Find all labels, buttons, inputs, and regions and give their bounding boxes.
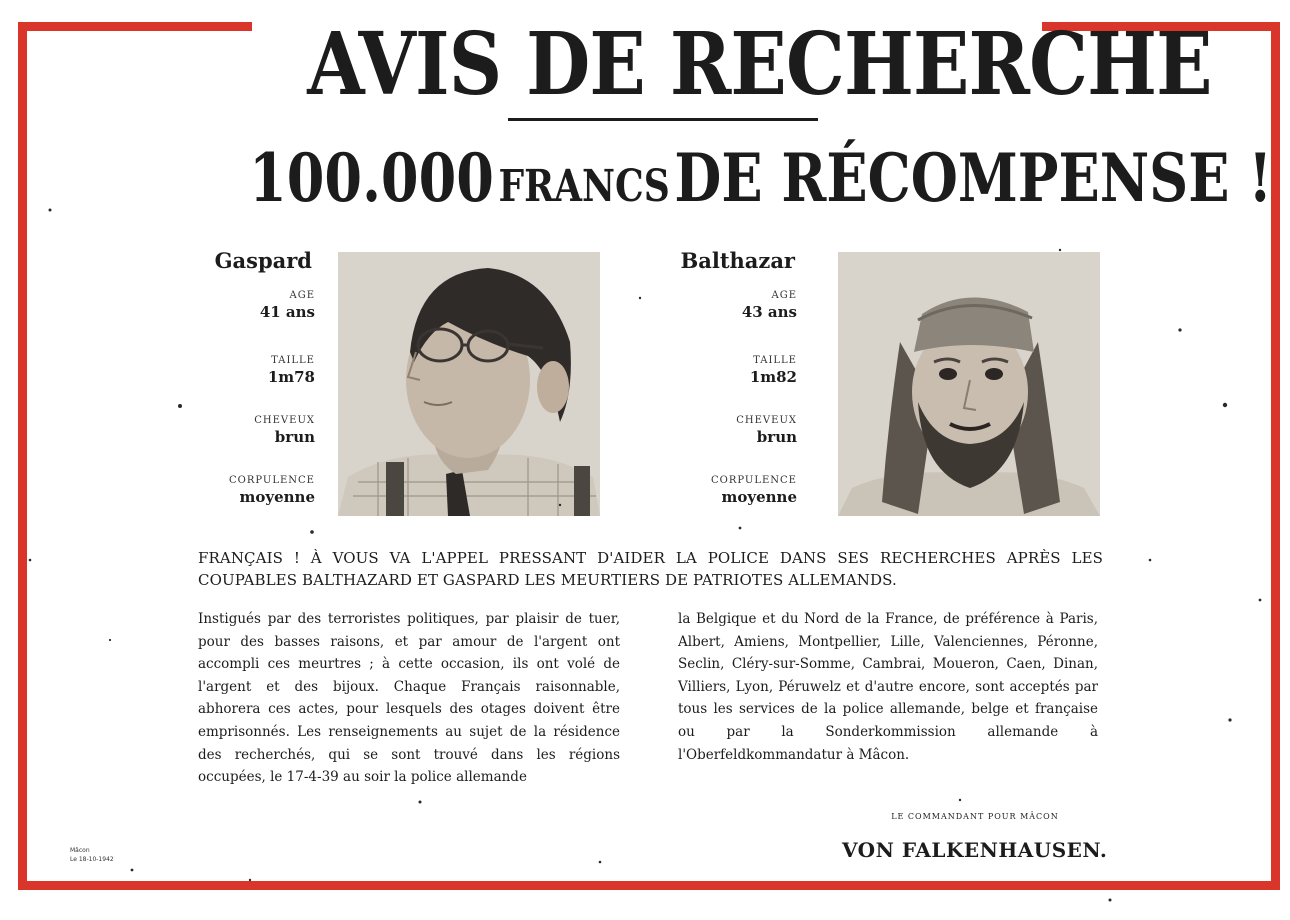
suspect-name: Balthazar bbox=[680, 248, 795, 273]
field-label: TAILLE bbox=[753, 355, 797, 366]
suspect-field-height bbox=[637, 355, 797, 386]
field-label: AGE bbox=[289, 290, 315, 301]
suspect-field-age bbox=[637, 290, 797, 321]
reward-label: DE RÉCOMPENSE ! bbox=[674, 139, 1273, 217]
suspect-name: Gaspard bbox=[214, 248, 312, 273]
field-value: 43 ans bbox=[741, 303, 797, 321]
field-value: 1m82 bbox=[749, 368, 797, 386]
field-label: AGE bbox=[771, 290, 797, 301]
field-value: brun bbox=[756, 428, 797, 446]
reward-currency: FRANCS bbox=[498, 161, 670, 212]
field-label: TAILLE bbox=[271, 355, 315, 366]
poster-title: AVIS DE RECHERCHE bbox=[307, 14, 1212, 115]
suspect-field-build bbox=[637, 475, 797, 506]
commandant-title: LE COMMANDANT POUR MÂCON bbox=[891, 812, 1059, 821]
suspect-field-hair bbox=[155, 415, 315, 446]
body-text-column-1: Instigués par des terroristes politiques, par plaisir de tuer, pour des basses raisons, et par amour de l'argent ont accompli ces meurtres ; à cette occasion, ils ont volé de l'argent et des bijoux. Chaque Français raisonnable, abhorera ces actes, pour lesquels des otages doivent être emprisonnés. Les renseignements au sujet de la résidence des recherchés, qui se sont trouvé dans les régions occupées, le 17-4-39 au soir la police allemande bbox=[198, 611, 620, 786]
field-value: brun bbox=[274, 428, 315, 446]
suspect-field-hair bbox=[637, 415, 797, 446]
signature: VON FALKENHAUSEN. bbox=[842, 838, 1108, 862]
field-value: 1m78 bbox=[267, 368, 315, 386]
suspect-field-height bbox=[155, 355, 315, 386]
field-value: moyenne bbox=[721, 488, 797, 506]
suspect-field-age bbox=[155, 290, 315, 321]
field-label: CHEVEUX bbox=[254, 415, 315, 426]
reward-amount: 100.000 bbox=[249, 139, 494, 217]
field-label: CORPULENCE bbox=[228, 475, 315, 486]
field-label: CHEVEUX bbox=[736, 415, 797, 426]
suspect-field-build bbox=[155, 475, 315, 506]
reward-line bbox=[249, 138, 1273, 236]
imprint-line: Le 18-10-1942 bbox=[70, 856, 114, 863]
field-label: CORPULENCE bbox=[710, 475, 797, 486]
body-text-column-2: la Belgique et du Nord de la France, de préférence à Paris, Albert, Amiens, Montpellier, Lille, Valenciennes, Péronne, Seclin, Cléry-sur-Somme, Cambrai, Moueron, Caen, Dinan, Villiers, Lyon, Péruwelz et d'autre encore, sont acceptés par tous les services de la police allemande, belge et française ou par la Sonderkommission allemande à l'Oberfeldkommandatur à Mâcon. bbox=[678, 611, 1098, 763]
suspect-photo-gaspard bbox=[338, 252, 600, 516]
appeal-text: FRANÇAIS ! À VOUS VA L'APPEL PRESSANT D'AIDER LA POLICE DANS SES RECHERCHES APRÈS LES COUPABLES BALTHAZARD ET GASPARD LES MEURTIERS DE PATRIOTES ALLEMANDS. bbox=[198, 549, 1103, 589]
suspect-photo-balthazar bbox=[838, 252, 1100, 516]
title-underline bbox=[508, 118, 818, 121]
imprint-line: Mâcon bbox=[70, 847, 90, 854]
field-value: moyenne bbox=[239, 488, 315, 506]
field-value: 41 ans bbox=[259, 303, 315, 321]
printer-imprint bbox=[70, 846, 150, 864]
